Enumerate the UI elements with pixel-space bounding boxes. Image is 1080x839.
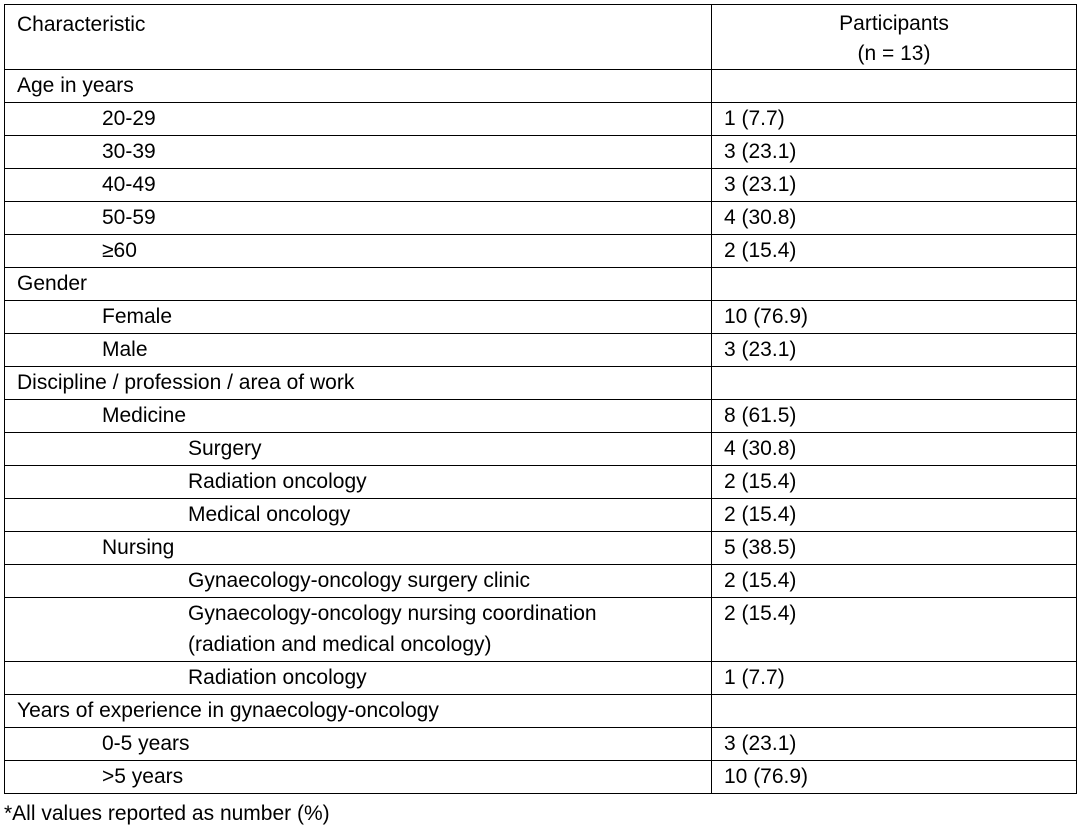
row-value: 8 (61.5): [712, 400, 1077, 433]
row-value: 3 (23.1): [712, 169, 1077, 202]
row-value: [712, 367, 1077, 400]
table-row: [5, 235, 1077, 268]
participant-characteristics-table-container: [4, 4, 1076, 794]
row-label: Gender: [5, 268, 712, 301]
row-value: 4 (30.8): [712, 202, 1077, 235]
table-row: [5, 169, 1077, 202]
row-value: 5 (38.5): [712, 532, 1077, 565]
row-label: 50-59: [5, 202, 712, 235]
row-value: 2 (15.4): [712, 466, 1077, 499]
row-value: 2 (15.4): [712, 598, 1077, 662]
row-value: 2 (15.4): [712, 235, 1077, 268]
row-label: Male: [5, 334, 712, 367]
table-row: [5, 565, 1077, 598]
characteristic-header: Characteristic: [5, 5, 712, 70]
row-label: Radiation oncology: [5, 466, 712, 499]
participants-header: [712, 5, 1077, 70]
table-row: [5, 136, 1077, 169]
table-row: [5, 202, 1077, 235]
row-value: 3 (23.1): [712, 136, 1077, 169]
row-value: 4 (30.8): [712, 433, 1077, 466]
table-row: [5, 433, 1077, 466]
participants-header-line2: (n = 13): [857, 42, 931, 65]
row-label: Nursing: [5, 532, 712, 565]
table-row: [5, 598, 1077, 662]
row-value: 2 (15.4): [712, 499, 1077, 532]
row-value: 2 (15.4): [712, 565, 1077, 598]
participant-characteristics-table: [4, 4, 1077, 794]
row-label: Female: [5, 301, 712, 334]
row-value: 10 (76.9): [712, 761, 1077, 794]
row-label: Age in years: [5, 70, 712, 103]
row-label: ≥60: [5, 235, 712, 268]
row-value: 3 (23.1): [712, 334, 1077, 367]
table-row: [5, 695, 1077, 728]
table-row: [5, 70, 1077, 103]
row-label: Years of experience in gynaecology-oncology: [5, 695, 712, 728]
row-value: 10 (76.9): [712, 301, 1077, 334]
row-label: Gynaecology-oncology surgery clinic: [5, 565, 712, 598]
table-row: [5, 367, 1077, 400]
table-row: [5, 499, 1077, 532]
table-row: [5, 466, 1077, 499]
table-row: [5, 301, 1077, 334]
table-row: [5, 761, 1077, 794]
row-label: 30-39: [5, 136, 712, 169]
row-label-line1: Gynaecology-oncology nursing coordination: [188, 602, 597, 625]
row-label: Medical oncology: [5, 499, 712, 532]
row-label: Discipline / profession / area of work: [5, 367, 712, 400]
row-label: >5 years: [5, 761, 712, 794]
row-value: [712, 695, 1077, 728]
table-row: [5, 400, 1077, 433]
table-row: [5, 662, 1077, 695]
row-label: 20-29: [5, 103, 712, 136]
row-value: 3 (23.1): [712, 728, 1077, 761]
row-label: Medicine: [5, 400, 712, 433]
table-row: [5, 268, 1077, 301]
row-label: Surgery: [5, 433, 712, 466]
table-footnote: *All values reported as number (%): [4, 802, 330, 825]
row-label: 40-49: [5, 169, 712, 202]
row-value: 1 (7.7): [712, 662, 1077, 695]
table-row: [5, 532, 1077, 565]
table-row: [5, 334, 1077, 367]
row-label: Radiation oncology: [5, 662, 712, 695]
row-value: [712, 70, 1077, 103]
row-value: 1 (7.7): [712, 103, 1077, 136]
table-row: [5, 728, 1077, 761]
row-label: 0-5 years: [5, 728, 712, 761]
table-header-row: [5, 5, 1077, 70]
row-label-line2: (radiation and medical oncology): [188, 633, 492, 656]
table-row: [5, 103, 1077, 136]
row-label: [5, 598, 712, 662]
row-value: [712, 268, 1077, 301]
participants-header-line1: Participants: [839, 12, 949, 35]
